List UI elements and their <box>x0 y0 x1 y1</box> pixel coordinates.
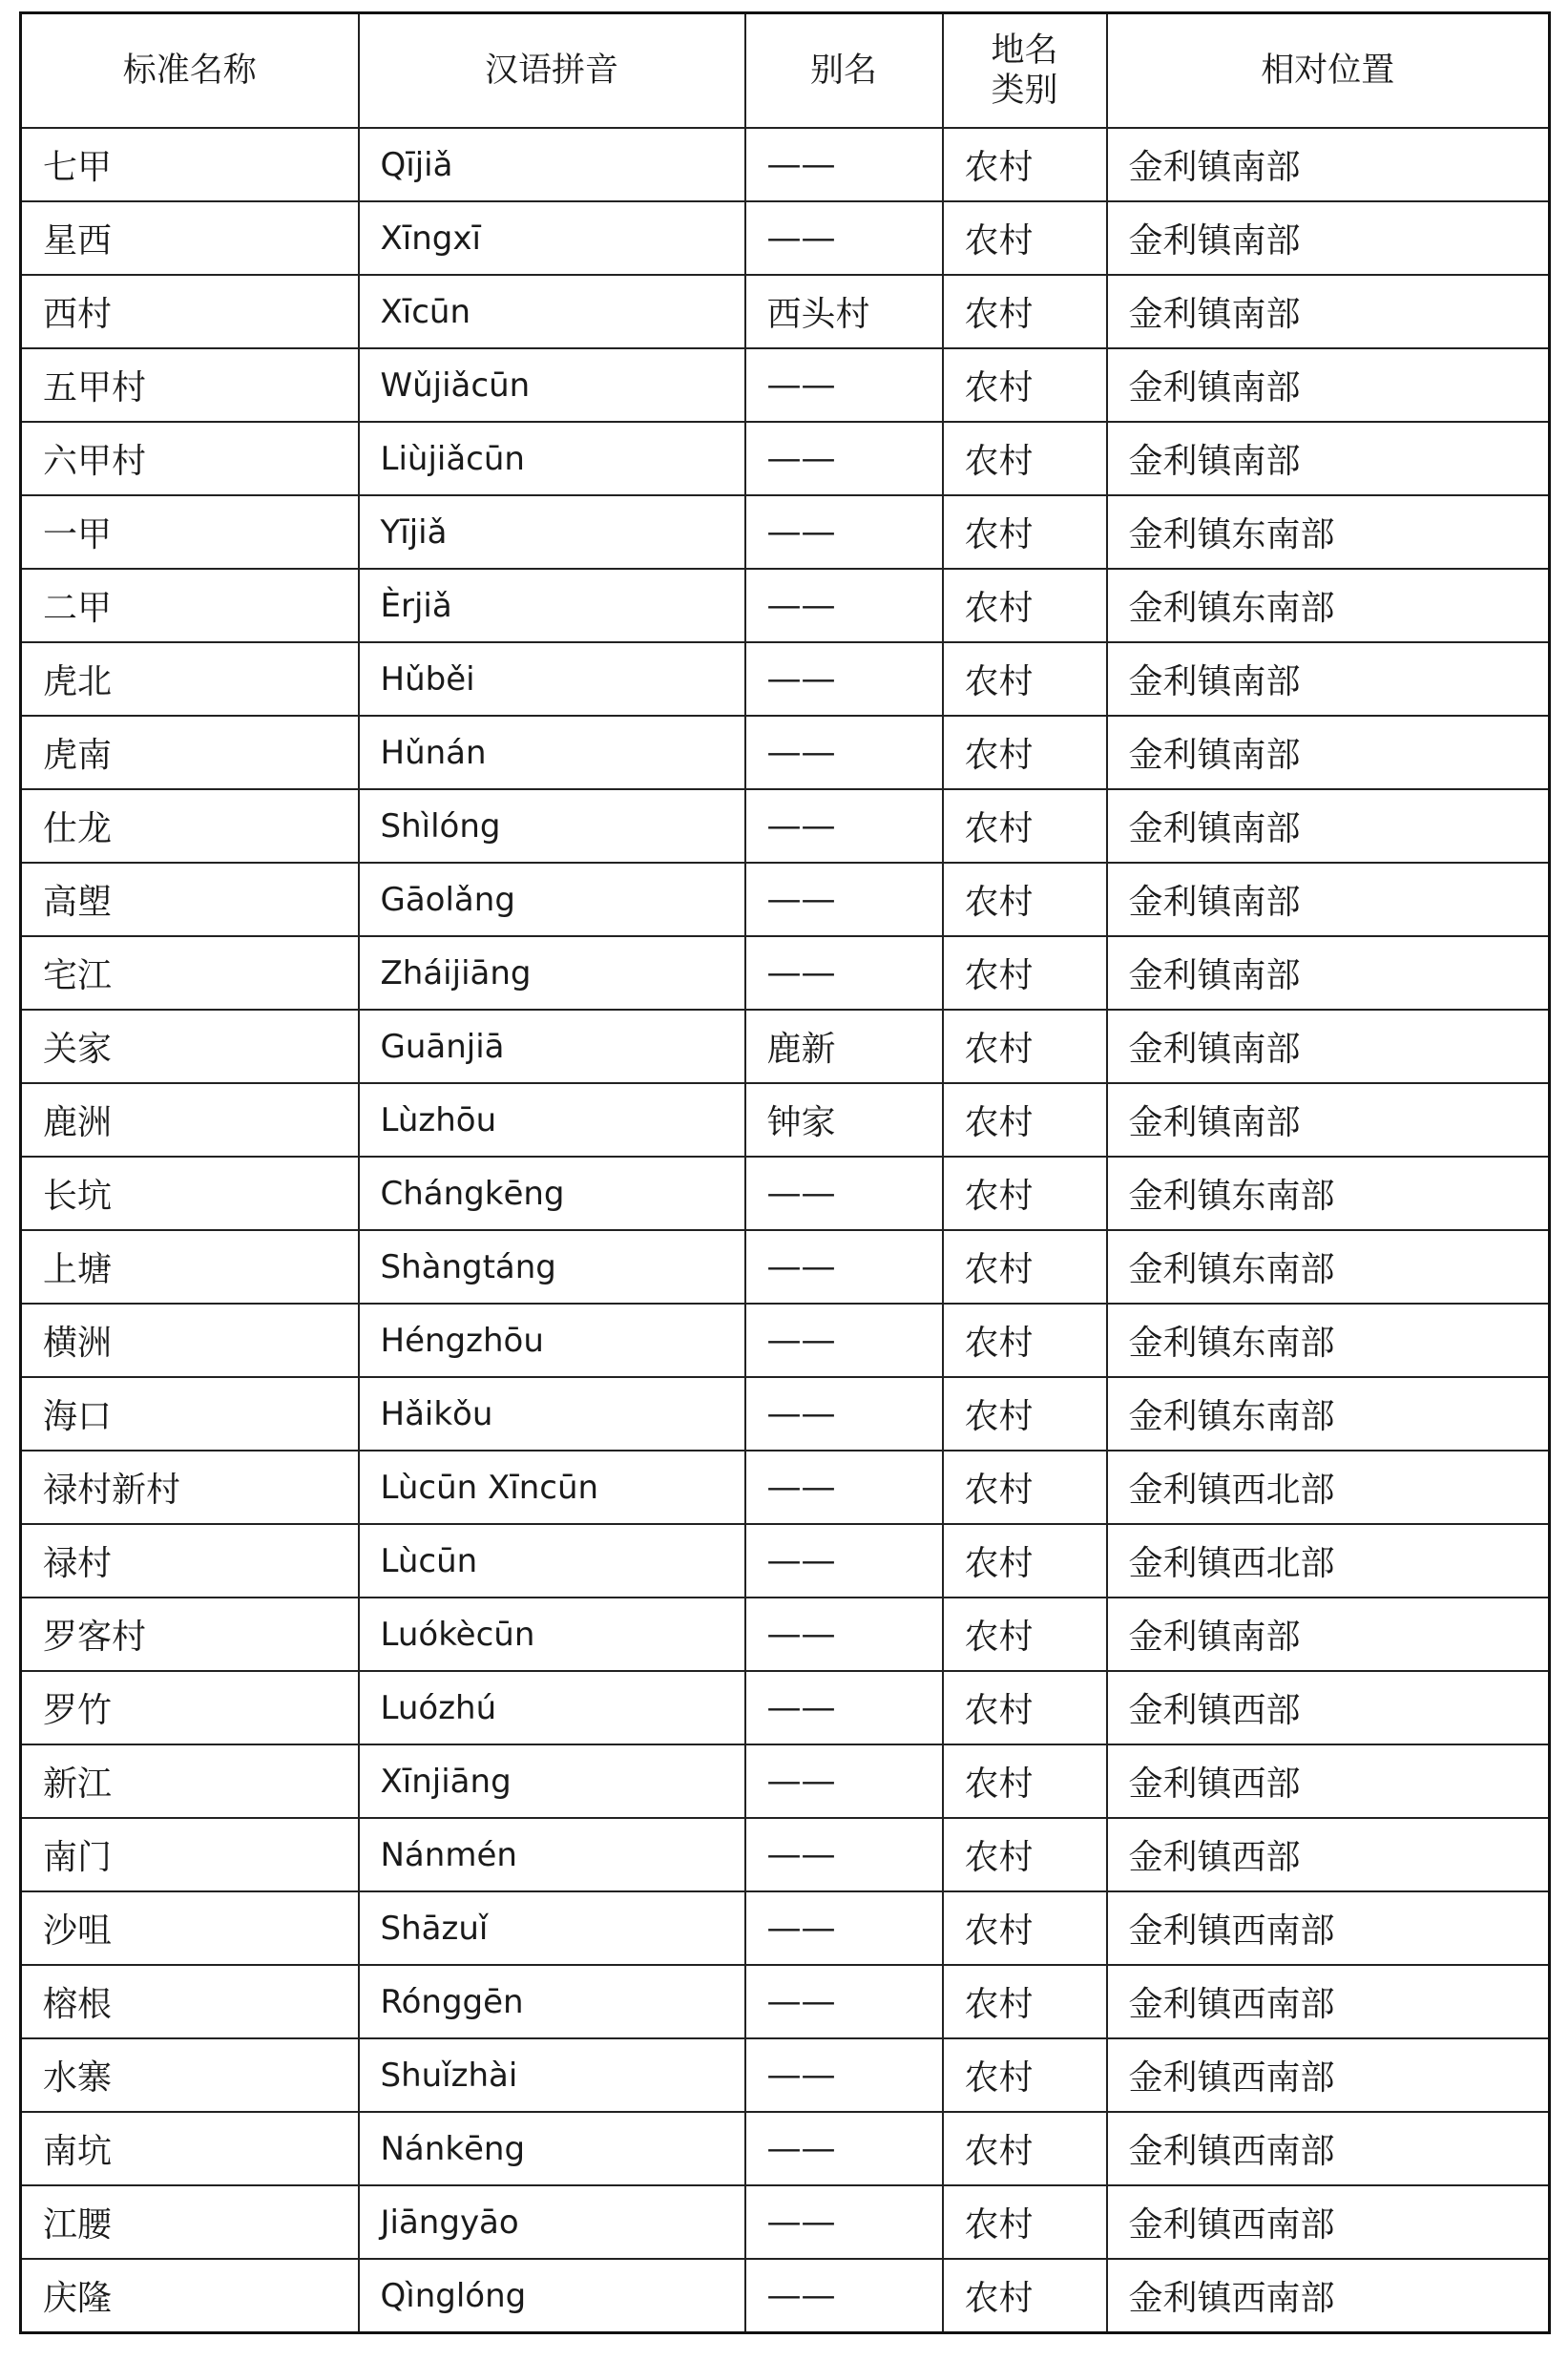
cell-standard-name: 五甲村 <box>21 348 359 422</box>
cell-standard-name: 虎南 <box>21 716 359 789</box>
cell-alias: —— <box>745 936 943 1010</box>
header-pinyin: 汉语拼音 <box>359 13 745 129</box>
cell-standard-name: 宅江 <box>21 936 359 1010</box>
cell-place-type: 农村 <box>943 1010 1107 1083</box>
cell-pinyin: Èrjiǎ <box>359 569 745 642</box>
cell-standard-name: 南门 <box>21 1818 359 1891</box>
header-standard-name: 标准名称 <box>21 13 359 129</box>
cell-relative-location: 金利镇南部 <box>1107 348 1550 422</box>
table-row <box>21 1744 1550 1818</box>
place-name-table <box>19 11 1551 2334</box>
table-row <box>21 422 1550 495</box>
cell-alias: —— <box>745 201 943 275</box>
cell-standard-name: 新江 <box>21 1744 359 1818</box>
cell-place-type: 农村 <box>943 642 1107 716</box>
cell-relative-location: 金利镇西南部 <box>1107 2112 1550 2185</box>
cell-alias: 钟家 <box>745 1083 943 1157</box>
cell-standard-name: 水寨 <box>21 2038 359 2112</box>
cell-relative-location: 金利镇东南部 <box>1107 1157 1550 1230</box>
cell-standard-name: 禄村 <box>21 1524 359 1598</box>
cell-alias: —— <box>745 128 943 201</box>
table-row <box>21 1598 1550 1671</box>
cell-relative-location: 金利镇南部 <box>1107 201 1550 275</box>
cell-alias: —— <box>745 1818 943 1891</box>
cell-place-type: 农村 <box>943 422 1107 495</box>
table-row <box>21 642 1550 716</box>
table-row <box>21 1157 1550 1230</box>
cell-pinyin: Luókècūn <box>359 1598 745 1671</box>
cell-relative-location: 金利镇东南部 <box>1107 1304 1550 1377</box>
cell-standard-name: 榕根 <box>21 1965 359 2038</box>
cell-standard-name: 南坑 <box>21 2112 359 2185</box>
cell-place-type: 农村 <box>943 495 1107 569</box>
table-row <box>21 1671 1550 1744</box>
table-row <box>21 2112 1550 2185</box>
cell-relative-location: 金利镇南部 <box>1107 422 1550 495</box>
cell-place-type: 农村 <box>943 863 1107 936</box>
cell-relative-location: 金利镇西部 <box>1107 1818 1550 1891</box>
cell-place-type: 农村 <box>943 1304 1107 1377</box>
header-relative-location: 相对位置 <box>1107 13 1550 129</box>
cell-alias: 西头村 <box>745 275 943 348</box>
cell-pinyin: Hǎikǒu <box>359 1377 745 1451</box>
cell-place-type: 农村 <box>943 1524 1107 1598</box>
table-row <box>21 1524 1550 1598</box>
table-row <box>21 716 1550 789</box>
cell-pinyin: Guānjiā <box>359 1010 745 1083</box>
table-body <box>21 128 1550 2333</box>
cell-relative-location: 金利镇西部 <box>1107 1744 1550 1818</box>
cell-alias: —— <box>745 789 943 863</box>
cell-place-type: 农村 <box>943 1598 1107 1671</box>
cell-alias: —— <box>745 348 943 422</box>
cell-place-type: 农村 <box>943 2112 1107 2185</box>
cell-place-type: 农村 <box>943 1891 1107 1965</box>
cell-pinyin: Luózhú <box>359 1671 745 1744</box>
cell-alias: —— <box>745 422 943 495</box>
cell-pinyin: Nánmén <box>359 1818 745 1891</box>
cell-pinyin: Yījiǎ <box>359 495 745 569</box>
table-row <box>21 2185 1550 2259</box>
cell-place-type: 农村 <box>943 348 1107 422</box>
cell-place-type: 农村 <box>943 201 1107 275</box>
cell-place-type: 农村 <box>943 569 1107 642</box>
table-row <box>21 2259 1550 2333</box>
table-row <box>21 1304 1550 1377</box>
cell-alias: —— <box>745 2112 943 2185</box>
cell-relative-location: 金利镇西南部 <box>1107 2038 1550 2112</box>
cell-relative-location: 金利镇西南部 <box>1107 2185 1550 2259</box>
cell-relative-location: 金利镇西南部 <box>1107 1965 1550 2038</box>
table-row <box>21 1083 1550 1157</box>
cell-alias: —— <box>745 642 943 716</box>
header-place-type-line2: 类别 <box>991 72 1058 110</box>
cell-standard-name: 沙咀 <box>21 1891 359 1965</box>
cell-relative-location: 金利镇东南部 <box>1107 1230 1550 1304</box>
table-row <box>21 348 1550 422</box>
cell-place-type: 农村 <box>943 1818 1107 1891</box>
cell-relative-location: 金利镇西南部 <box>1107 1891 1550 1965</box>
table-row <box>21 1891 1550 1965</box>
cell-place-type: 农村 <box>943 2185 1107 2259</box>
cell-alias: —— <box>745 1524 943 1598</box>
table-row <box>21 1010 1550 1083</box>
cell-pinyin: Qījiǎ <box>359 128 745 201</box>
cell-place-type: 农村 <box>943 1230 1107 1304</box>
cell-place-type: 农村 <box>943 936 1107 1010</box>
table-row <box>21 275 1550 348</box>
cell-standard-name: 禄村新村 <box>21 1451 359 1524</box>
table-row <box>21 1818 1550 1891</box>
table-row <box>21 789 1550 863</box>
cell-pinyin: Xīcūn <box>359 275 745 348</box>
table-row <box>21 1965 1550 2038</box>
cell-standard-name: 高塱 <box>21 863 359 936</box>
cell-alias: —— <box>745 1891 943 1965</box>
cell-relative-location: 金利镇南部 <box>1107 936 1550 1010</box>
cell-relative-location: 金利镇西部 <box>1107 1671 1550 1744</box>
cell-relative-location: 金利镇西南部 <box>1107 2259 1550 2333</box>
cell-place-type: 农村 <box>943 128 1107 201</box>
cell-relative-location: 金利镇南部 <box>1107 275 1550 348</box>
cell-alias: —— <box>745 1671 943 1744</box>
cell-alias: —— <box>745 1744 943 1818</box>
cell-pinyin: Héngzhōu <box>359 1304 745 1377</box>
cell-standard-name: 海口 <box>21 1377 359 1451</box>
cell-standard-name: 仕龙 <box>21 789 359 863</box>
cell-pinyin: Hǔnán <box>359 716 745 789</box>
cell-pinyin: Nánkēng <box>359 2112 745 2185</box>
cell-standard-name: 罗竹 <box>21 1671 359 1744</box>
cell-relative-location: 金利镇南部 <box>1107 789 1550 863</box>
table-row <box>21 201 1550 275</box>
cell-standard-name: 星西 <box>21 201 359 275</box>
cell-standard-name: 上塘 <box>21 1230 359 1304</box>
cell-alias: —— <box>745 569 943 642</box>
cell-alias: —— <box>745 1451 943 1524</box>
cell-place-type: 农村 <box>943 1377 1107 1451</box>
cell-pinyin: Rónggēn <box>359 1965 745 2038</box>
cell-pinyin: Qìnglóng <box>359 2259 745 2333</box>
cell-pinyin: Shìlóng <box>359 789 745 863</box>
cell-pinyin: Jiāngyāo <box>359 2185 745 2259</box>
table-row <box>21 1230 1550 1304</box>
cell-relative-location: 金利镇西北部 <box>1107 1451 1550 1524</box>
cell-pinyin: Shāzuǐ <box>359 1891 745 1965</box>
cell-place-type: 农村 <box>943 1671 1107 1744</box>
cell-relative-location: 金利镇南部 <box>1107 642 1550 716</box>
cell-pinyin: Xīnjiāng <box>359 1744 745 1818</box>
cell-pinyin: Lùzhōu <box>359 1083 745 1157</box>
cell-relative-location: 金利镇西北部 <box>1107 1524 1550 1598</box>
cell-relative-location: 金利镇南部 <box>1107 1598 1550 1671</box>
cell-standard-name: 横洲 <box>21 1304 359 1377</box>
cell-pinyin: Xīngxī <box>359 201 745 275</box>
cell-standard-name: 江腰 <box>21 2185 359 2259</box>
table-header-row <box>21 13 1550 129</box>
table-row <box>21 2038 1550 2112</box>
cell-alias: —— <box>745 1377 943 1451</box>
cell-place-type: 农村 <box>943 2259 1107 2333</box>
cell-standard-name: 罗客村 <box>21 1598 359 1671</box>
cell-relative-location: 金利镇东南部 <box>1107 495 1550 569</box>
header-alias: 别名 <box>745 13 943 129</box>
cell-pinyin: Hǔběi <box>359 642 745 716</box>
cell-standard-name: 长坑 <box>21 1157 359 1230</box>
cell-place-type: 农村 <box>943 1083 1107 1157</box>
header-place-type-line1: 地名 <box>991 31 1058 70</box>
cell-alias: —— <box>745 495 943 569</box>
cell-alias: 鹿新 <box>745 1010 943 1083</box>
cell-relative-location: 金利镇南部 <box>1107 716 1550 789</box>
cell-alias: —— <box>745 1304 943 1377</box>
cell-pinyin: Lùcūn <box>359 1524 745 1598</box>
cell-relative-location: 金利镇东南部 <box>1107 1377 1550 1451</box>
cell-place-type: 农村 <box>943 1965 1107 2038</box>
cell-pinyin: Lùcūn Xīncūn <box>359 1451 745 1524</box>
table-row <box>21 569 1550 642</box>
cell-standard-name: 二甲 <box>21 569 359 642</box>
cell-relative-location: 金利镇南部 <box>1107 128 1550 201</box>
cell-standard-name: 关家 <box>21 1010 359 1083</box>
cell-standard-name: 虎北 <box>21 642 359 716</box>
cell-pinyin: Gāolǎng <box>359 863 745 936</box>
cell-pinyin: Wǔjiǎcūn <box>359 348 745 422</box>
cell-alias: —— <box>745 1965 943 2038</box>
cell-standard-name: 庆隆 <box>21 2259 359 2333</box>
cell-alias: —— <box>745 2259 943 2333</box>
cell-place-type: 农村 <box>943 2038 1107 2112</box>
header-place-type <box>943 13 1107 129</box>
cell-relative-location: 金利镇南部 <box>1107 1010 1550 1083</box>
cell-place-type: 农村 <box>943 716 1107 789</box>
cell-alias: —— <box>745 863 943 936</box>
cell-place-type: 农村 <box>943 275 1107 348</box>
cell-place-type: 农村 <box>943 1451 1107 1524</box>
cell-relative-location: 金利镇南部 <box>1107 863 1550 936</box>
cell-standard-name: 鹿洲 <box>21 1083 359 1157</box>
cell-alias: —— <box>745 1230 943 1304</box>
table-row <box>21 128 1550 201</box>
table-row <box>21 936 1550 1010</box>
cell-alias: —— <box>745 2038 943 2112</box>
cell-place-type: 农村 <box>943 789 1107 863</box>
document-page <box>19 11 1548 2334</box>
cell-standard-name: 六甲村 <box>21 422 359 495</box>
cell-pinyin: Shuǐzhài <box>359 2038 745 2112</box>
cell-relative-location: 金利镇东南部 <box>1107 569 1550 642</box>
cell-pinyin: Chángkēng <box>359 1157 745 1230</box>
cell-standard-name: 一甲 <box>21 495 359 569</box>
cell-standard-name: 西村 <box>21 275 359 348</box>
table-row <box>21 863 1550 936</box>
cell-alias: —— <box>745 1598 943 1671</box>
cell-pinyin: Liùjiǎcūn <box>359 422 745 495</box>
cell-pinyin: Shàngtáng <box>359 1230 745 1304</box>
cell-place-type: 农村 <box>943 1744 1107 1818</box>
cell-alias: —— <box>745 716 943 789</box>
cell-pinyin: Zháijiāng <box>359 936 745 1010</box>
table-row <box>21 1451 1550 1524</box>
cell-place-type: 农村 <box>943 1157 1107 1230</box>
table-row <box>21 1377 1550 1451</box>
table-row <box>21 495 1550 569</box>
cell-standard-name: 七甲 <box>21 128 359 201</box>
cell-relative-location: 金利镇南部 <box>1107 1083 1550 1157</box>
cell-alias: —— <box>745 1157 943 1230</box>
cell-alias: —— <box>745 2185 943 2259</box>
